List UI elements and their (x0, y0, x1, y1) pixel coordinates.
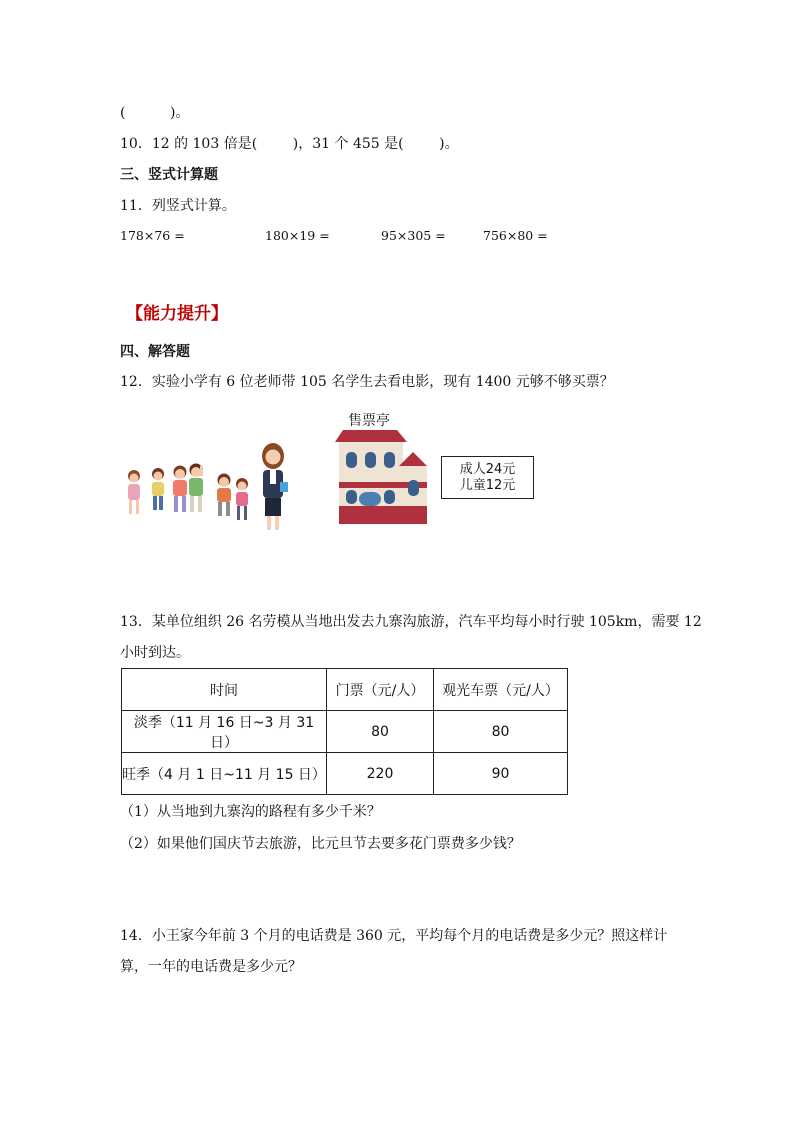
calc-item-4: 756×80 = (483, 228, 548, 243)
fee-table (121, 668, 568, 795)
question-9-tail: ( )。 (120, 105, 190, 121)
table-row (122, 753, 568, 795)
question-13-sub-2: （2）如果他们国庆节去旅游，比元旦节去要多花门票费多少钱？ (120, 836, 521, 852)
table-row (122, 711, 568, 753)
calc-item-2: 180×19 = (265, 228, 330, 243)
child-figure (217, 474, 231, 517)
ticket-booth-illustration (333, 428, 431, 525)
table-cell: 旺季（4 月 1 日~11 月 15 日） (122, 753, 327, 795)
question-12: 12．实验小学有 6 位老师带 105 名学生去看电影，现有 1400 元够不够买票？ (120, 374, 614, 390)
table-cell: 80 (327, 711, 434, 753)
table-cell: 80 (434, 711, 568, 753)
section-4-heading: 四、解答题 (120, 344, 190, 360)
question-14-line-2: 算，一年的电话费是多少元？ (120, 959, 302, 975)
ability-section-heading: 【能力提升】 (126, 304, 228, 324)
table-header-cell: 门票（元/人） (327, 669, 434, 711)
table-cell: 90 (434, 753, 568, 795)
child-figure (236, 478, 248, 520)
question-13-sub-1: （1）从当地到九寨沟的路程有多少千米？ (120, 804, 381, 820)
question-13-line-1: 13．某单位组织 26 名劳模从当地出发去九寨沟旅游，汽车平均每小时行驶 105km，需要 12 (120, 614, 702, 630)
table-header-cell: 观光车票（元/人） (434, 669, 568, 711)
ticket-booth-label: 售票亭 (348, 413, 390, 429)
child-price: 儿童12元 (459, 478, 516, 493)
child-figure (173, 466, 187, 513)
adult-price: 成人24元 (459, 462, 516, 477)
section-3-heading: 三、竖式计算题 (120, 167, 218, 183)
table-header-cell: 时间 (122, 669, 327, 711)
child-figure (152, 468, 164, 510)
table-cell: 220 (327, 753, 434, 795)
question-14-line-1: 14．小王家今年前 3 个月的电话费是 360 元，平均每个月的电话费是多少元？照这样计 (120, 928, 668, 944)
child-figure (189, 464, 203, 513)
question-11: 11．列竖式计算。 (120, 198, 236, 214)
calc-item-1: 178×76 = (120, 228, 185, 243)
table-header-row (122, 669, 568, 711)
child-figure (128, 470, 140, 514)
teacher-figure (262, 443, 288, 530)
price-box (441, 456, 534, 499)
people-illustration (118, 438, 298, 536)
question-13-line-2: 小时到达。 (120, 645, 190, 661)
calc-item-3: 95×305 = (381, 228, 446, 243)
question-10: 10．12 的 103 倍是( )，31 个 455 是( )。 (120, 136, 459, 152)
table-cell: 淡季（11 月 16 日~3 月 31 日） (122, 711, 327, 753)
